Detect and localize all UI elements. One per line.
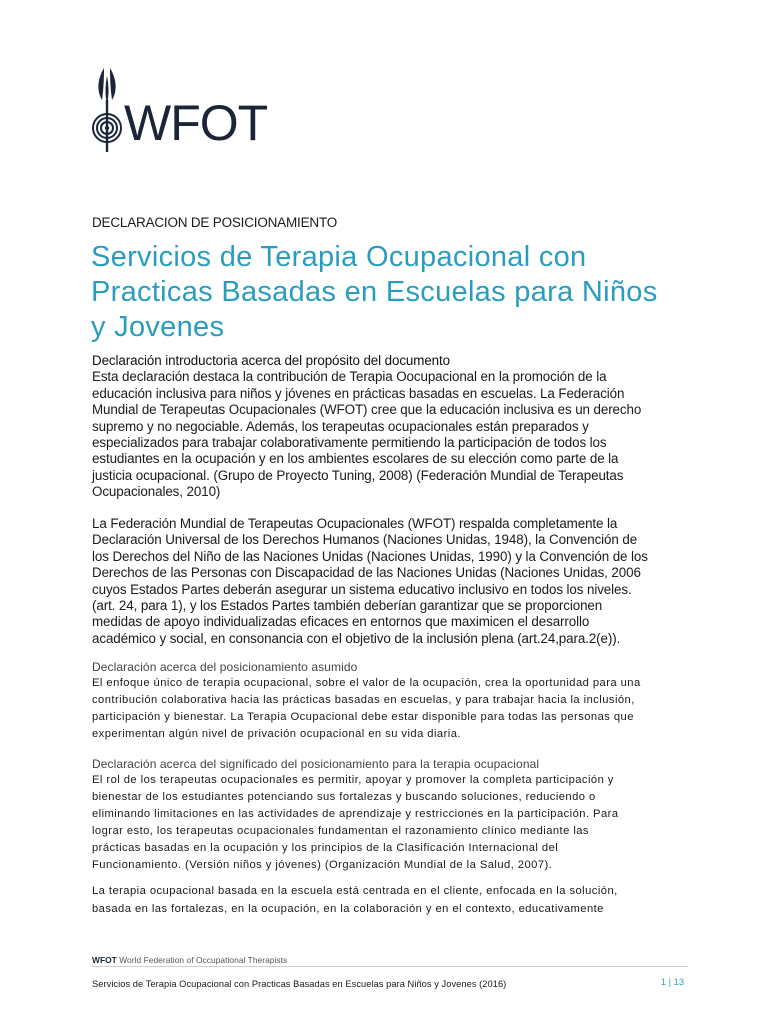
- text-line: cuyos Estados Partes deberán asegurar un sistema educativo inclusivo en todos los niveles.: [92, 581, 632, 597]
- text-line: los Derechos del Niño de las Naciones Unidas (Naciones Unidas, 1990) y la Convención de los: [92, 548, 648, 564]
- intro-section: [92, 353, 692, 501]
- document-kicker: DECLARACION DE POSICIONAMIENTO: [92, 215, 338, 230]
- text-line: experimentan algún nivel de privación ocupacional en su vida diaria.: [92, 728, 461, 740]
- text-line: medidas de apoyo individualizadas eficaces en entornos que maximicen el desarrollo: [92, 614, 590, 630]
- footer-brand-name: World Federation of Occupational Therapists: [116, 955, 288, 965]
- logo-text: WFOT: [124, 95, 268, 151]
- text-line: contribución colaborativa hacia las prácticas basadas en escuelas, y para trabajar hacia la inclusión,: [92, 694, 635, 706]
- intro-body: [92, 369, 692, 500]
- text-line: académico y social, en consonancia con el objetivo de la inclusión plena (art.24,para.2(e)).: [92, 630, 621, 646]
- text-line: La Federación Mundial de Terapeutas Ocupacionales (WFOT) respalda completamente la: [92, 516, 618, 531]
- footer-document-title: Servicios de Terapia Ocupacional con Practicas Basadas en Escuelas para Niños y Jovenes (2016): [92, 979, 507, 989]
- text-line: Derechos de las Personas con Discapacidad de las Naciones Unidas (Naciones Unidas, 2006: [92, 565, 641, 581]
- document-title: [91, 240, 711, 345]
- section-body: [92, 675, 702, 743]
- text-line: Mundial de Terapeutas Ocupacionales (WFOT) cree que la educación inclusiva es un derecho: [92, 402, 642, 418]
- section-heading: Declaración acerca del significado del posicionamiento para la terapia ocupacional: [92, 757, 540, 771]
- intro-heading: Declaración introductoria acerca del propósito del documento: [92, 353, 450, 368]
- section-heading: Declaración acerca del posicionamiento asumido: [92, 660, 358, 674]
- section-body: [92, 772, 702, 874]
- text-line: El enfoque único de terapia ocupacional, sobre el valor de la ocupación, crea la oportunidad para una: [92, 677, 641, 689]
- text-line: estudiantes en la ocupación y en los ambientes escolares de su elección como parte de la: [92, 451, 619, 467]
- wfot-logo: [90, 64, 267, 154]
- text-line: Declaración Universal de los Derechos Humanos (Naciones Unidas, 1948), la Convención de: [92, 532, 638, 548]
- wfot-flame-spiral-icon: [90, 66, 124, 154]
- text-line: participación y bienestar. La Terapia Ocupacional debe estar disponible para todas las personas que: [92, 711, 634, 723]
- significance-section: [92, 757, 702, 874]
- text-line: bienestar de los estudiantes potenciando sus fortalezas y buscando soluciones, reduciendo o: [92, 791, 596, 803]
- rights-paragraph: [92, 516, 692, 647]
- text-line: Esta declaración destaca la contribución de Terapia Oocupacional en la promoción de la: [92, 369, 607, 385]
- footer-divider: [92, 966, 688, 967]
- footer-brand: [92, 955, 287, 965]
- text-line: especializados para trabajar colaborativamente permitiendo la participación de todos los: [92, 435, 607, 451]
- text-line: Ocupacionales, 2010): [92, 484, 221, 500]
- text-line: Funcionamiento. (Versión niños y jóvenes) (Organización Mundial de la Salud, 2007).: [92, 859, 553, 871]
- text-line: justicia ocupacional. (Grupo de Proyecto Tuning, 2008) (Federación Mundial de Terapeutas: [92, 467, 624, 483]
- text-line: educación inclusiva para niños y jóvenes en prácticas basadas en escuelas. La Federación: [92, 385, 625, 401]
- text-line: (art. 24, para 1), y los Estados Partes también deberían garantizar que se proporcionen: [92, 598, 603, 614]
- text-line: basada en las fortalezas, en la ocupación, en la colaboración y en el contexto, educativamente: [92, 903, 604, 915]
- school-ot-paragraph: [92, 882, 702, 918]
- text-line: lograr esto, los terapeutas ocupacionales fundamentan el razonamiento clínico mediante las: [92, 825, 589, 837]
- title-line: Servicios de Terapia Ocupacional con: [91, 241, 587, 273]
- footer-brand-abbrev: WFOT: [92, 955, 117, 965]
- text-line: supremo y no negociable. Además, los terapeutas ocupacionales están preparados y: [92, 418, 589, 434]
- text-line: eliminando limitaciones en las actividades de aprendizaje y restricciones en la participación. Para: [92, 808, 619, 820]
- page-number: 1 | 13: [660, 977, 684, 987]
- position-section: [92, 660, 702, 743]
- text-line: prácticas basadas en la ocupación y los principios de la Clasificación Internacional del: [92, 842, 559, 854]
- title-line: Practicas Basadas en Escuelas para Niños: [91, 276, 658, 308]
- text-line: La terapia ocupacional basada en la escuela está centrada en el cliente, enfocada en la solución,: [92, 885, 618, 897]
- text-line: El rol de los terapeutas ocupacionales es permitir, apoyar y promover la completa participación y: [92, 774, 614, 786]
- title-line: y Jovenes: [91, 311, 225, 343]
